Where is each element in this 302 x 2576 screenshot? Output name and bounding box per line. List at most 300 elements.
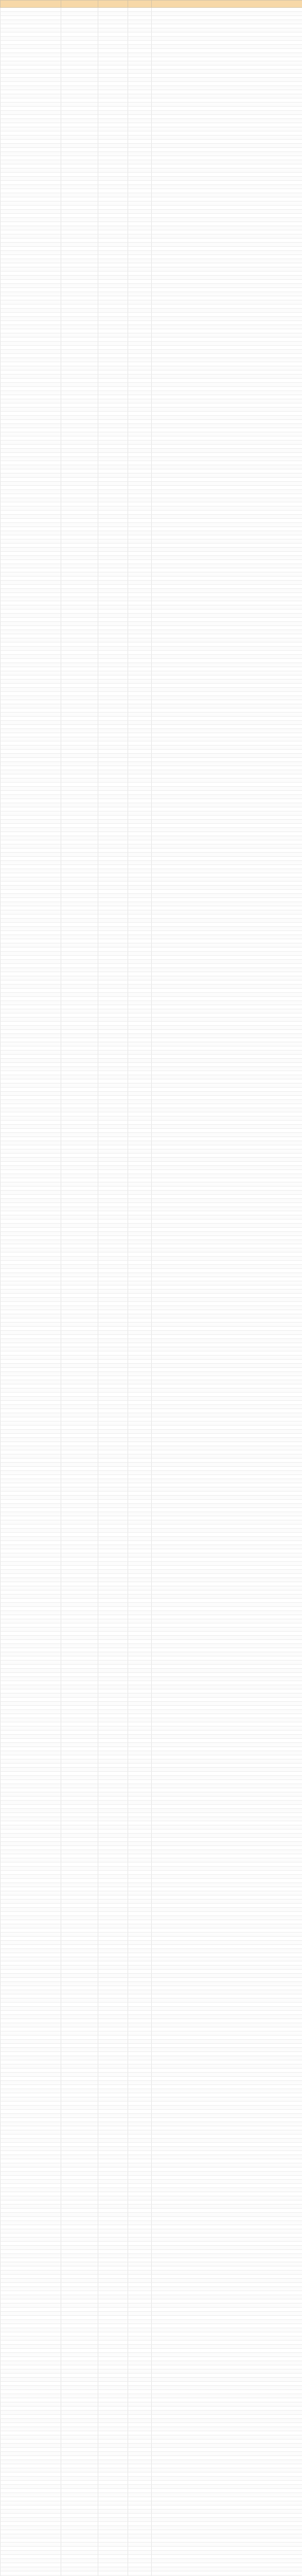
table-cell[interactable] [98,1261,128,1265]
table-cell[interactable] [98,857,128,861]
table-cell[interactable] [98,457,128,461]
table-cell[interactable] [98,651,128,655]
table-cell[interactable] [128,910,152,914]
table-cell[interactable] [152,1838,302,1842]
table-cell[interactable] [152,251,302,255]
table-cell[interactable] [152,1182,302,1187]
table-cell[interactable] [152,41,302,45]
table-cell[interactable] [152,1075,302,1079]
table-cell[interactable] [128,2464,152,2468]
table-cell[interactable] [98,424,128,428]
table-cell[interactable] [152,2299,302,2303]
table-cell[interactable] [61,12,98,16]
table-cell[interactable] [128,519,152,523]
table-cell[interactable] [98,168,128,173]
table-cell[interactable] [61,1829,98,1834]
table-cell[interactable] [61,2254,98,2258]
table-cell[interactable] [1,1945,61,1949]
table-cell[interactable] [128,2283,152,2287]
table-cell[interactable] [61,2299,98,2303]
table-cell[interactable] [98,1351,128,1355]
table-cell[interactable] [128,1475,152,1479]
table-cell[interactable] [128,1590,152,1595]
table-cell[interactable] [61,1974,98,1978]
table-cell[interactable] [61,482,98,486]
table-cell[interactable] [98,53,128,57]
table-cell[interactable] [98,1417,128,1421]
table-cell[interactable] [61,1838,98,1842]
table-cell[interactable] [1,816,61,820]
table-cell[interactable] [128,1285,152,1290]
table-cell[interactable] [61,886,98,890]
table-cell[interactable] [1,1442,61,1446]
table-cell[interactable] [98,358,128,362]
table-cell[interactable] [128,1759,152,1764]
table-cell[interactable] [152,420,302,424]
table-cell[interactable] [1,440,61,445]
table-cell[interactable] [1,70,61,74]
table-cell[interactable] [152,1574,302,1578]
table-cell[interactable] [61,1479,98,1483]
table-cell[interactable] [61,601,98,605]
table-cell[interactable] [61,333,98,337]
table-cell[interactable] [61,2258,98,2262]
table-cell[interactable] [152,1665,302,1669]
table-cell[interactable] [1,2394,61,2398]
table-cell[interactable] [1,642,61,647]
table-cell[interactable] [61,412,98,416]
table-cell[interactable] [152,539,302,544]
table-cell[interactable] [98,2555,128,2559]
table-cell[interactable] [1,2291,61,2295]
table-cell[interactable] [152,1817,302,1821]
table-cell[interactable] [128,1327,152,1331]
table-cell[interactable] [1,506,61,511]
table-cell[interactable] [152,745,302,750]
table-cell[interactable] [152,2332,302,2336]
table-cell[interactable] [61,2501,98,2505]
table-cell[interactable] [128,849,152,853]
table-cell[interactable] [128,1887,152,1891]
table-cell[interactable] [152,2423,302,2427]
table-cell[interactable] [98,1310,128,1314]
table-cell[interactable] [61,1990,98,1994]
table-cell[interactable] [1,276,61,280]
table-cell[interactable] [1,2538,61,2543]
table-cell[interactable] [98,877,128,882]
table-cell[interactable] [128,2155,152,2159]
table-cell[interactable] [1,1788,61,1792]
table-cell[interactable] [61,2320,98,2324]
table-cell[interactable] [61,1660,98,1665]
table-cell[interactable] [61,844,98,849]
table-cell[interactable] [152,403,302,408]
table-cell[interactable] [61,2332,98,2336]
table-cell[interactable] [1,1034,61,1038]
table-cell[interactable] [128,2036,152,2040]
table-cell[interactable] [128,1755,152,1759]
table-cell[interactable] [61,1665,98,1669]
table-cell[interactable] [152,61,302,65]
table-cell[interactable] [98,2114,128,2118]
table-cell[interactable] [98,12,128,16]
table-cell[interactable] [152,2060,302,2064]
table-cell[interactable] [98,1421,128,1426]
table-cell[interactable] [152,1764,302,1768]
table-cell[interactable] [1,420,61,424]
table-cell[interactable] [128,1281,152,1285]
table-cell[interactable] [128,1607,152,1611]
table-cell[interactable] [152,1673,302,1677]
table-cell[interactable] [98,980,128,985]
table-cell[interactable] [98,309,128,313]
table-cell[interactable] [61,1232,98,1236]
table-cell[interactable] [98,1916,128,1920]
table-cell[interactable] [128,1994,152,1998]
table-cell[interactable] [98,2217,128,2221]
table-cell[interactable] [98,2468,128,2472]
table-cell[interactable] [98,70,128,74]
table-cell[interactable] [152,453,302,457]
table-cell[interactable] [1,259,61,263]
table-cell[interactable] [152,1677,302,1681]
table-cell[interactable] [128,609,152,614]
table-cell[interactable] [152,811,302,816]
table-cell[interactable] [152,597,302,601]
table-cell[interactable] [98,2238,128,2242]
table-cell[interactable] [1,943,61,947]
table-cell[interactable] [61,1722,98,1726]
table-cell[interactable] [98,263,128,267]
table-cell[interactable] [152,1236,302,1240]
table-cell[interactable] [98,968,128,972]
table-cell[interactable] [61,824,98,828]
table-cell[interactable] [98,140,128,144]
table-cell[interactable] [1,2023,61,2027]
table-cell[interactable] [98,1994,128,1998]
table-cell[interactable] [1,1685,61,1689]
table-cell[interactable] [152,2567,302,2571]
table-cell[interactable] [152,2262,302,2266]
table-cell[interactable] [1,1310,61,1314]
table-cell[interactable] [61,1821,98,1825]
table-cell[interactable] [98,943,128,947]
table-cell[interactable] [128,717,152,721]
table-cell[interactable] [128,2192,152,2196]
table-cell[interactable] [152,1998,302,2003]
table-cell[interactable] [98,173,128,177]
table-cell[interactable] [128,1108,152,1112]
table-cell[interactable] [98,218,128,222]
table-cell[interactable] [98,754,128,758]
table-cell[interactable] [98,78,128,82]
table-cell[interactable] [128,247,152,251]
table-cell[interactable] [152,609,302,614]
table-cell[interactable] [1,1842,61,1846]
table-cell[interactable] [152,2394,302,2398]
table-cell[interactable] [152,1174,302,1178]
table-cell[interactable] [152,1545,302,1549]
table-cell[interactable] [1,1430,61,1434]
table-cell[interactable] [98,1933,128,1937]
table-cell[interactable] [98,1636,128,1640]
table-cell[interactable] [128,416,152,420]
table-cell[interactable] [1,807,61,811]
table-cell[interactable] [128,2213,152,2217]
table-cell[interactable] [152,894,302,898]
table-cell[interactable] [98,2320,128,2324]
table-cell[interactable] [98,119,128,123]
table-cell[interactable] [98,366,128,370]
table-cell[interactable] [1,1236,61,1240]
table-cell[interactable] [128,1586,152,1590]
table-cell[interactable] [1,1735,61,1739]
table-cell[interactable] [152,1582,302,1586]
table-cell[interactable] [152,696,302,700]
table-cell[interactable] [1,1487,61,1492]
table-cell[interactable] [1,523,61,527]
table-cell[interactable] [128,1339,152,1343]
table-cell[interactable] [1,8,61,12]
table-cell[interactable] [1,713,61,717]
table-cell[interactable] [98,111,128,115]
table-cell[interactable] [1,1100,61,1104]
table-cell[interactable] [61,2217,98,2221]
table-cell[interactable] [98,2374,128,2378]
table-cell[interactable] [152,478,302,482]
table-cell[interactable] [128,2493,152,2497]
table-cell[interactable] [1,947,61,952]
table-cell[interactable] [61,1805,98,1809]
table-cell[interactable] [1,1133,61,1137]
table-cell[interactable] [152,1743,302,1747]
table-cell[interactable] [61,972,98,976]
table-cell[interactable] [128,2534,152,2538]
table-cell[interactable] [152,688,302,692]
table-cell[interactable] [152,1376,302,1380]
table-cell[interactable] [152,1496,302,1500]
table-cell[interactable] [98,1801,128,1805]
table-cell[interactable] [1,144,61,148]
table-cell[interactable] [152,2238,302,2242]
table-cell[interactable] [152,45,302,49]
table-cell[interactable] [1,2250,61,2254]
table-cell[interactable] [98,1677,128,1681]
table-cell[interactable] [1,1257,61,1261]
table-cell[interactable] [152,1759,302,1764]
table-cell[interactable] [128,1566,152,1570]
table-cell[interactable] [152,1821,302,1825]
table-cell[interactable] [98,2460,128,2464]
table-cell[interactable] [1,1380,61,1384]
table-cell[interactable] [61,1553,98,1557]
table-cell[interactable] [152,292,302,296]
table-cell[interactable] [152,2353,302,2357]
table-cell[interactable] [1,931,61,935]
table-cell[interactable] [152,1248,302,1252]
table-cell[interactable] [128,354,152,358]
table-cell[interactable] [128,1825,152,1829]
table-cell[interactable] [61,1858,98,1862]
table-cell[interactable] [61,2118,98,2122]
table-cell[interactable] [128,2048,152,2052]
table-cell[interactable] [152,1706,302,1710]
table-cell[interactable] [152,725,302,729]
table-cell[interactable] [128,745,152,750]
table-cell[interactable] [128,1772,152,1776]
table-cell[interactable] [98,193,128,197]
table-cell[interactable] [152,1203,302,1207]
table-cell[interactable] [1,1285,61,1290]
table-cell[interactable] [98,626,128,630]
table-cell[interactable] [61,873,98,877]
table-cell[interactable] [98,156,128,160]
table-cell[interactable] [128,952,152,956]
table-cell[interactable] [61,1994,98,1998]
table-cell[interactable] [61,395,98,399]
table-cell[interactable] [152,1397,302,1401]
table-cell[interactable] [128,461,152,465]
table-cell[interactable] [1,1986,61,1990]
table-cell[interactable] [1,1895,61,1900]
table-cell[interactable] [1,1768,61,1772]
table-cell[interactable] [128,733,152,737]
table-cell[interactable] [128,1953,152,1957]
table-cell[interactable] [152,803,302,807]
table-cell[interactable] [1,1166,61,1170]
table-cell[interactable] [152,1121,302,1125]
table-cell[interactable] [98,2402,128,2406]
table-cell[interactable] [128,2332,152,2336]
table-cell[interactable] [152,861,302,865]
table-cell[interactable] [98,2419,128,2423]
table-cell[interactable] [1,2159,61,2163]
table-cell[interactable] [61,1285,98,1290]
table-cell[interactable] [1,1463,61,1467]
table-cell[interactable] [61,296,98,300]
table-cell[interactable] [1,342,61,346]
table-cell[interactable] [1,1673,61,1677]
table-cell[interactable] [1,1941,61,1945]
table-cell[interactable] [61,2225,98,2229]
table-cell[interactable] [1,737,61,741]
table-cell[interactable] [61,935,98,939]
table-cell[interactable] [1,181,61,185]
table-cell[interactable] [1,820,61,824]
table-cell[interactable] [1,1611,61,1615]
table-cell[interactable] [152,1104,302,1108]
table-cell[interactable] [61,1611,98,1615]
table-cell[interactable] [128,119,152,123]
table-cell[interactable] [1,1343,61,1347]
table-cell[interactable] [61,1698,98,1702]
table-cell[interactable] [1,408,61,412]
table-cell[interactable] [1,1022,61,1026]
table-cell[interactable] [61,1071,98,1075]
table-cell[interactable] [1,1772,61,1776]
table-cell[interactable] [128,1191,152,1195]
table-cell[interactable] [152,1265,302,1269]
table-cell[interactable] [128,2188,152,2192]
table-cell[interactable] [128,1945,152,1949]
table-cell[interactable] [152,1368,302,1372]
table-cell[interactable] [98,103,128,107]
table-cell[interactable] [128,671,152,675]
table-cell[interactable] [1,791,61,795]
table-cell[interactable] [98,539,128,544]
table-cell[interactable] [128,309,152,313]
table-cell[interactable] [152,2411,302,2415]
table-cell[interactable] [98,1731,128,1735]
table-cell[interactable] [98,107,128,111]
table-cell[interactable] [98,2081,128,2085]
table-cell[interactable] [1,2485,61,2489]
table-cell[interactable] [61,2287,98,2291]
table-cell[interactable] [152,2209,302,2213]
table-cell[interactable] [61,366,98,370]
table-cell[interactable] [61,1603,98,1607]
table-cell[interactable] [128,325,152,329]
table-cell[interactable] [1,366,61,370]
table-cell[interactable] [128,2209,152,2213]
table-cell[interactable] [98,976,128,980]
table-cell[interactable] [1,32,61,37]
table-cell[interactable] [152,2163,302,2167]
table-cell[interactable] [1,1252,61,1257]
table-cell[interactable] [1,898,61,902]
table-cell[interactable] [1,2015,61,2019]
table-cell[interactable] [152,1879,302,1883]
table-cell[interactable] [128,1479,152,1483]
table-cell[interactable] [61,1632,98,1636]
table-cell[interactable] [1,1982,61,1986]
table-cell[interactable] [61,239,98,243]
table-cell[interactable] [1,1269,61,1273]
table-cell[interactable] [152,1219,302,1224]
table-cell[interactable] [128,90,152,94]
table-cell[interactable] [98,1570,128,1574]
table-cell[interactable] [1,2530,61,2534]
table-cell[interactable] [1,1405,61,1409]
table-cell[interactable] [152,758,302,762]
table-cell[interactable] [98,1219,128,1224]
table-cell[interactable] [98,2361,128,2365]
table-cell[interactable] [61,2316,98,2320]
table-cell[interactable] [1,498,61,502]
table-cell[interactable] [128,453,152,457]
table-cell[interactable] [98,1512,128,1516]
table-cell[interactable] [1,2567,61,2571]
table-cell[interactable] [98,1199,128,1203]
table-cell[interactable] [98,931,128,935]
table-cell[interactable] [152,1590,302,1595]
table-cell[interactable] [61,2439,98,2444]
table-cell[interactable] [128,1504,152,1508]
table-cell[interactable] [128,2134,152,2139]
table-cell[interactable] [61,1133,98,1137]
table-cell[interactable] [128,2559,152,2563]
table-cell[interactable] [152,465,302,469]
table-cell[interactable] [1,2044,61,2048]
table-cell[interactable] [1,638,61,642]
table-cell[interactable] [98,1038,128,1042]
table-cell[interactable] [128,544,152,548]
table-cell[interactable] [1,1702,61,1706]
table-cell[interactable] [1,1323,61,1327]
table-cell[interactable] [1,53,61,57]
table-cell[interactable] [98,2151,128,2155]
table-cell[interactable] [1,1867,61,1871]
